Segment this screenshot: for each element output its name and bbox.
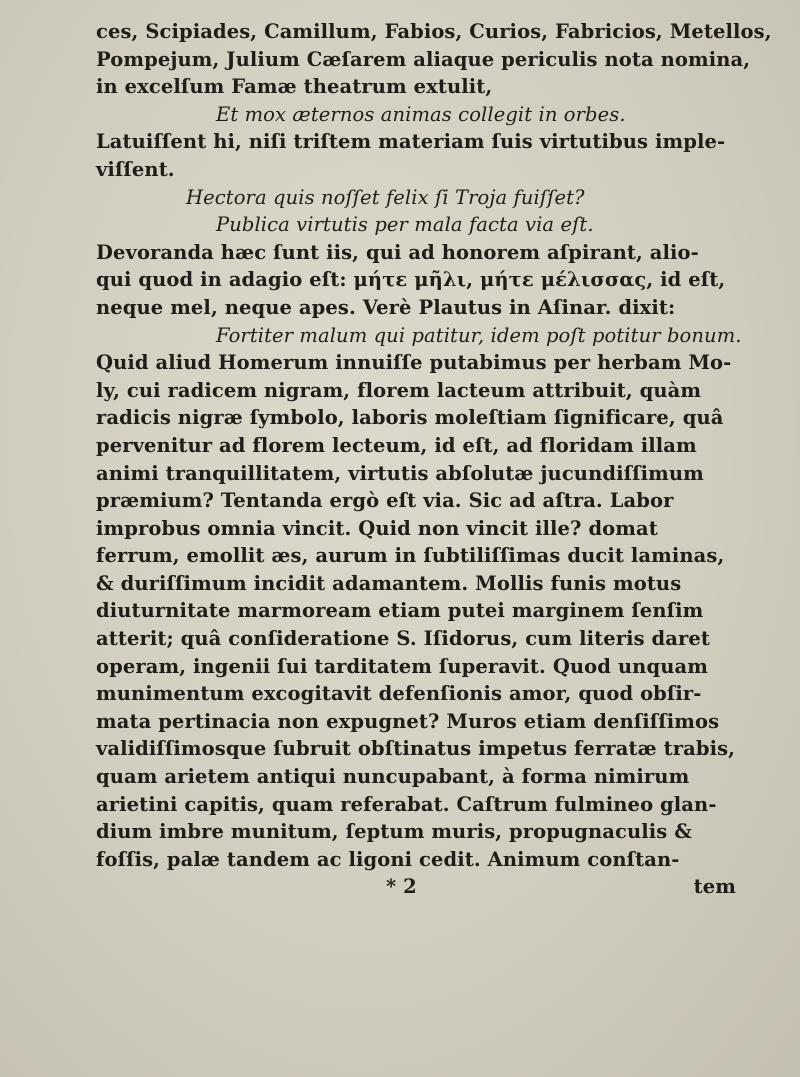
text-line: operam, ingenii ſui tarditatem ſuperavit. Quod unquam (96, 654, 708, 678)
text-line: validiſſimosque ſubruit obſtinatus impetus ferratæ trabis, (96, 737, 736, 761)
text-line: in excelſum Famæ theatrum extulit, (96, 75, 493, 99)
text-line: animi tranquillitatem, virtutis abſolutæ jucundiſſimum (96, 461, 704, 485)
text-line: Devoranda hæc ſunt iis, qui ad honorem aſpirant, alio- (96, 240, 699, 264)
text-line: foſſis, palæ tandem ac ligoni cedit. Animum conſtan- (96, 847, 680, 871)
page-text (96, 18, 776, 901)
text-line: viſſent. (96, 157, 175, 181)
text-line: atterit; quâ conſideratione S. Iſidorus, cum literis daret (96, 627, 711, 651)
text-line: quam arietem antiqui nuncupabant, à forma nimirum (96, 765, 690, 789)
verse-line: Publica virtutis per mala facta via eſt. (216, 213, 594, 237)
verse-line: Fortiter malum qui patitur, idem poſt potitur bonum. (216, 323, 742, 347)
text-line: præmium? Tentanda ergò eſt via. Sic ad aſtra. Labor (96, 489, 674, 513)
text-line: & duriſſimum incidit adamantem. Mollis funis motus (96, 571, 682, 595)
verse-line: Et mox æternos animas collegit in orbes. (216, 102, 626, 126)
verse-line: Hectora quis noſſet felix ſi Troja fuiſſet? (186, 185, 585, 209)
text-line: mata pertinacia non expugnet? Muros etiam denſiſſimos (96, 709, 720, 733)
text-line: dium imbre munitum, ſeptum muris, propugnaculis & (96, 820, 692, 844)
page-footer (96, 873, 776, 901)
text-line: neque mel, neque apes. Verè Plautus in Aſinar. dixit: (96, 295, 676, 319)
text-line: ces, Scipiades, Camillum, Fabios, Curios, Fabricios, Metellos, (96, 20, 772, 43)
catchword: tem (693, 875, 736, 899)
text-line: ferrum, emollit æs, aurum in ſubtiliſſimas ducit laminas, (96, 544, 725, 568)
text-line: munimentum excogitavit defenſionis amor, quod obſir- (96, 682, 702, 706)
text-line: qui quod in adagio eſt: μήτε μῆλι, μήτε μέλισσας, id eſt, (96, 268, 726, 292)
text-line: diuturnitate marmoream etiam putei marginem ſenſim (96, 599, 704, 623)
signature-mark: * 2 (386, 875, 417, 899)
text-line: Pompejum, Julium Cæſarem aliaque periculis nota nomina, (96, 47, 751, 71)
text-line: pervenitur ad florem lecteum, id eſt, ad floridam illam (96, 433, 697, 457)
text-line: radicis nigræ ſymbolo, laboris moleſtiam ſignificare, quâ (96, 406, 724, 430)
text-line: arietini capitis, quam referabat. Caſtrum fulmineo glan- (96, 792, 717, 816)
text-line: Latuiſſent hi, niſi triſtem materiam ſuis virtutibus imple- (96, 130, 726, 154)
text-line: improbus omnia vincit. Quid non vincit ille? domat (96, 516, 658, 540)
text-line: Quid aliud Homerum innuiſſe putabimus per herbam Mo- (96, 351, 732, 375)
text-line: ly, cui radicem nigram, florem lacteum attribuit, quàm (96, 378, 702, 402)
